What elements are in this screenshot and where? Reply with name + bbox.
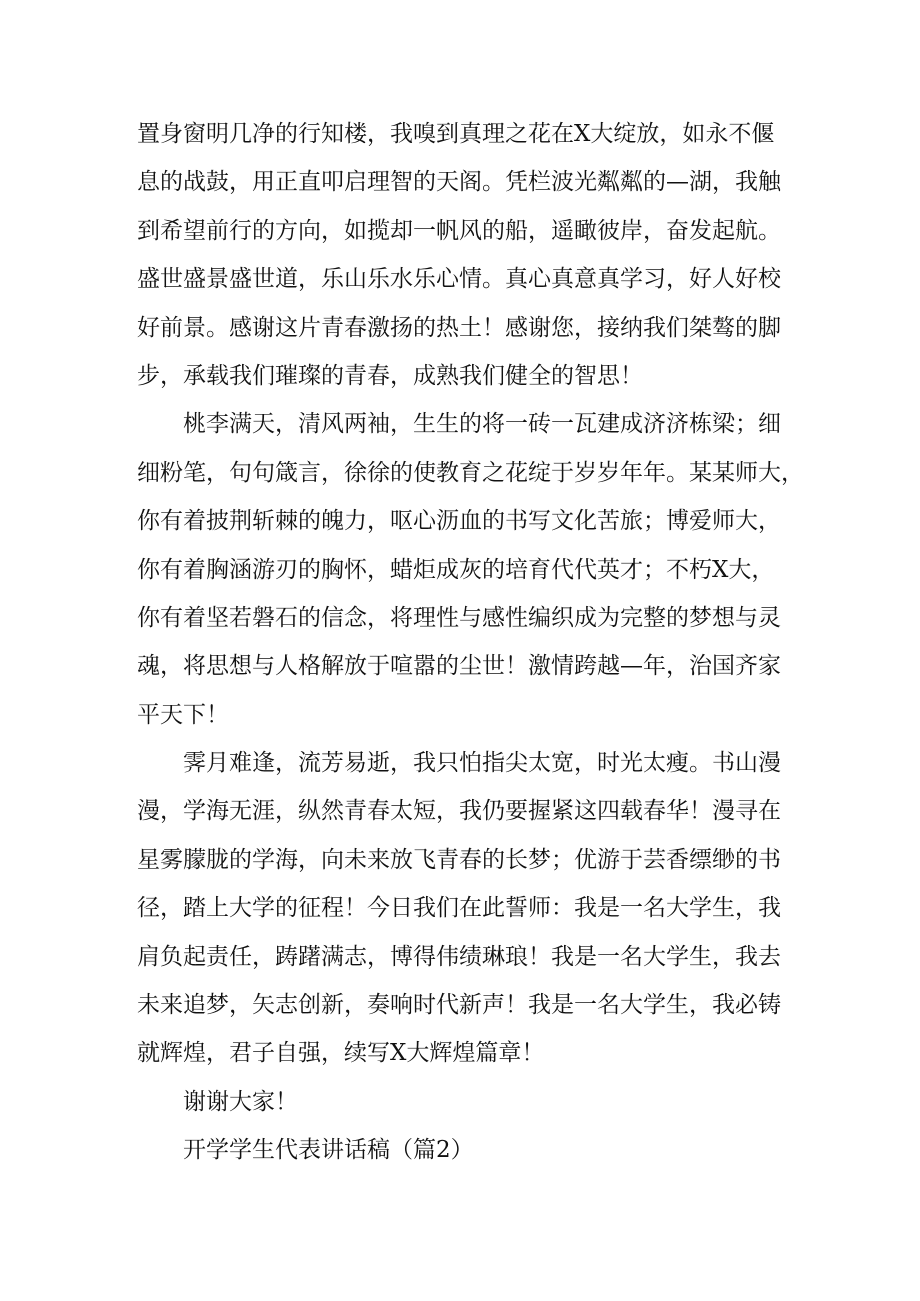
text-line: 肩负起责任，踌躇满志，博得伟绩琳琅！我是一名大学生，我去 bbox=[137, 943, 781, 970]
text-line: 就辉煌，君子自强，续写X大辉煌篇章！ bbox=[137, 1040, 545, 1067]
text-line: 盛世盛景盛世道，乐山乐水乐心情。真心真意真学习，好人好校 bbox=[137, 266, 781, 293]
text-line: 桃李满天，清风两袖，生生的将一砖一瓦建成济济栋梁；细 bbox=[183, 411, 781, 438]
text-line: 谢谢大家！ bbox=[183, 1088, 298, 1115]
text-line: 步，承载我们璀璨的青春，成熟我们健全的智思！ bbox=[137, 362, 643, 389]
text-line: 到希望前行的方向，如揽却一帆风的船，遥瞰彼岸，奋发起航。 bbox=[137, 217, 781, 244]
text-line: 开学学生代表讲话稿（篇2） bbox=[183, 1137, 474, 1164]
text-line: 你有着披荆斩棘的魄力，呕心沥血的书写文化苦旅；博爱师大， bbox=[137, 508, 781, 535]
text-line: 你有着坚若磐石的信念，将理性与感性编织成为完整的梦想与灵 bbox=[137, 604, 781, 631]
text-line: 你有着胸涵游刃的胸怀，蜡炬成灰的培育代代英才；不朽X大， bbox=[137, 556, 775, 583]
text-line: 漫，学海无涯，纵然青春太短，我仍要握紧这四载春华！漫寻在 bbox=[137, 798, 781, 825]
thanks-paragraph bbox=[137, 1078, 797, 1126]
section-heading bbox=[137, 1126, 797, 1174]
paragraph-2 bbox=[137, 400, 804, 739]
text-line: 未来追梦，矢志创新，奏响时代新声！我是一名大学生，我必铸 bbox=[137, 992, 781, 1019]
text-line: 星雾朦胧的学海，向未来放飞青春的长梦；优游于芸香缥缈的书 bbox=[137, 846, 781, 873]
text-line: 霁月难逢，流芳易逝，我只怕指尖太宽，时光太瘦。书山漫 bbox=[183, 750, 781, 777]
text-line: 径，踏上大学的征程！今日我们在此誓师：我是一名大学生，我 bbox=[137, 895, 781, 922]
text-line: 息的战鼓，用正直叩启理智的天阁。凭栏波光粼粼的—湖，我触 bbox=[137, 169, 781, 196]
paragraph-1 bbox=[137, 110, 797, 400]
text-line: 细粉笔，句句箴言，徐徐的使教育之花绽于岁岁年年。某某师大， bbox=[137, 459, 804, 486]
text-line: 好前景。感谢这片青春激扬的热土！感谢您，接纳我们桀骜的脚 bbox=[137, 314, 781, 341]
paragraph-3 bbox=[137, 739, 797, 1078]
text-line: 平天下！ bbox=[137, 701, 229, 728]
text-line: 置身窗明几净的行知楼，我嗅到真理之花在X大绽放，如永不偃 bbox=[137, 121, 775, 147]
text-line: 魂，将思想与人格解放于喧嚣的尘世！激情跨越—年，治国齐家 bbox=[137, 653, 781, 680]
document-body bbox=[137, 110, 804, 1175]
